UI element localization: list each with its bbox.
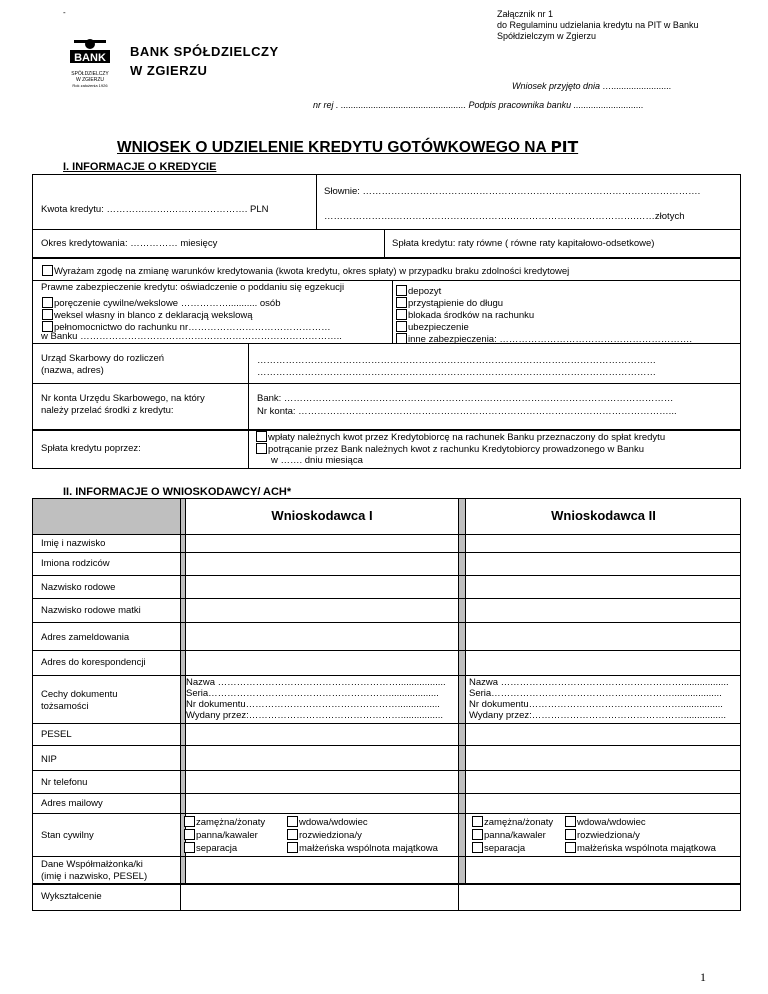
row-full-name: Imię i nazwisko xyxy=(41,538,106,549)
row-education: Wykształcenie xyxy=(41,891,102,902)
section2-heading: II. INFORMACJE O WNIOSKODAWCY/ ACH* xyxy=(63,486,292,498)
a2-joint-property-label: małżeńska wspólnota majątkowa xyxy=(577,843,716,854)
row-email: Adres mailowy xyxy=(41,798,103,809)
doc2-series-field[interactable]: Seria…………………………………………………................... xyxy=(469,688,722,699)
amount-words-field[interactable]: Słownie: …………………………….………………………………………………………………. xyxy=(324,186,701,197)
corner-mark: - xyxy=(63,8,66,17)
doc1-name-field[interactable]: Nazwa ………………………………………………….................. xyxy=(186,677,446,688)
applicant1-header: Wnioskodawca I xyxy=(271,508,373,523)
debt-assumption-label: przystąpienie do długu xyxy=(408,298,504,309)
deposit-checkbox[interactable] xyxy=(396,285,407,296)
tax-office-label2: (nazwa, adres) xyxy=(41,365,104,376)
amount-words-zlotych[interactable]: ………………….……………………………….………………………………….……złotych xyxy=(324,211,685,222)
period-field[interactable]: Okres kredytowania: …………… miesięcy xyxy=(41,238,218,249)
row-mother-family-name: Nazwisko rodowe matki xyxy=(41,605,141,616)
consent-label: Wyrażam zgodę na zmianę warunków kredytowania (kwota kredytu, okres spłaty) w przypadku braku zdolności kredytowej xyxy=(54,266,570,277)
tax-office-field2[interactable]: ……………………………………………………………………………………………………………… xyxy=(257,367,656,378)
attachment-note xyxy=(497,9,698,42)
a2-divorced-label: rozwiedziona/y xyxy=(577,830,640,841)
a2-married-checkbox[interactable] xyxy=(472,816,483,827)
doc2-number-field[interactable]: Nr dokumentu…………………………………………................ xyxy=(469,699,723,710)
a1-separation-label: separacja xyxy=(196,843,238,854)
consent-checkbox[interactable] xyxy=(42,265,53,276)
doc1-number-field[interactable]: Nr dokumentu…………………………………………................ xyxy=(186,699,440,710)
a1-divorced-label: rozwiedziona/y xyxy=(299,830,362,841)
amount-field[interactable]: Kwota kredytu: ………….…….……………………. PLN xyxy=(41,204,269,215)
funds-block-label: blokada środków na rachunku xyxy=(408,310,535,321)
power-of-attorney-label: pełnomocnictwo do rachunku nr……………………………………… xyxy=(54,322,331,333)
a1-married-label: zamężna/żonaty xyxy=(196,817,266,828)
bank-logo xyxy=(68,36,112,90)
doc2-name-field[interactable]: Nazwa ………………………………………………….................. xyxy=(469,677,729,688)
row-pesel: PESEL xyxy=(41,729,72,740)
bank-name-line1: BANK SPÓŁDZIELCZY xyxy=(130,44,279,59)
other-security-label: inne zabezpieczenia: ……………………………………………………. xyxy=(408,334,693,345)
repayment-day-field[interactable]: w ……. dniu miesiąca xyxy=(271,455,363,466)
row-correspondence-address: Adres do korespondencji xyxy=(41,657,146,668)
repayment-deduction-checkbox[interactable] xyxy=(256,443,267,454)
doc1-series-field[interactable]: Seria…………………………………………………................... xyxy=(186,688,439,699)
logo-sub3: Rok założenia 1926 xyxy=(72,83,108,88)
insurance-label: ubezpieczenie xyxy=(408,322,469,333)
a1-single-label: panna/kawaler xyxy=(196,830,258,841)
funds-block-checkbox[interactable] xyxy=(396,309,407,320)
row-spouse-label2: (imię i nazwisko, PESEL) xyxy=(41,871,148,882)
account-label2: należy przelać środki z kredytu: xyxy=(41,405,174,416)
row-phone: Nr telefonu xyxy=(41,777,88,788)
logo-sub1: SPÓŁDZIELCZY xyxy=(71,71,109,77)
a1-divorced-checkbox[interactable] xyxy=(287,829,298,840)
row-id-document-label1: Cechy dokumentu xyxy=(41,689,118,700)
row-marital-status: Stan cywilny xyxy=(41,830,94,841)
title-pit: PIT xyxy=(550,138,579,156)
row-parents-names: Imiona rodziców xyxy=(41,558,110,569)
account-number-field[interactable]: Nr konta: ………………………………………………………………………………………………………... xyxy=(257,406,677,417)
a1-widowed-label: wdowa/wdowiec xyxy=(299,817,368,828)
account-label1: Nr konta Urzędu Skarbowego, na który xyxy=(41,393,205,404)
tax-office-field1[interactable]: ……………………………………………………………………………………………………………… xyxy=(257,355,656,366)
attachment-line3: Spółdzielczym w Zgierzu xyxy=(497,31,597,41)
received-date: Wniosek przyjęto dnia …........................ xyxy=(512,81,672,91)
applicant1-id-document[interactable] xyxy=(186,677,446,721)
a1-widowed-checkbox[interactable] xyxy=(287,816,298,827)
applicant2-header: Wnioskodawca II xyxy=(551,508,656,523)
a2-separation-checkbox[interactable] xyxy=(472,842,483,853)
a2-divorced-checkbox[interactable] xyxy=(565,829,576,840)
repayment-transfer-label: wpłaty należnych kwot przez Kredytobiorcę na rachunek Banku przeznaczony do spłat kredytu xyxy=(268,432,666,443)
row-family-name: Nazwisko rodowe xyxy=(41,582,116,593)
tax-office-label1: Urząd Skarbowy do rozliczeń xyxy=(41,353,165,364)
a2-separation-label: separacja xyxy=(484,843,526,854)
deposit-label: depozyt xyxy=(408,286,442,297)
guarantee-label: poręczenie cywilne/wekslowe ……………........... osób xyxy=(54,298,281,309)
bank-name-line2: W ZGIERZU xyxy=(130,63,208,78)
repayment-deduction-label: potrącanie przez Bank należnych kwot z rachunku Kredytobiorcy prowadzonego w Banku xyxy=(268,444,644,455)
education-row xyxy=(32,884,741,911)
logo-sub2: W ZGIERZU xyxy=(75,77,105,83)
repayment-method-label: Spłata kredytu poprzez: xyxy=(41,443,141,454)
attachment-line2: do Regulaminu udzielania kredytu na PIT w Banku xyxy=(497,20,699,30)
title-main: WNIOSEK O UDZIELENIE KREDYTU GOTÓWKOWEGO NA xyxy=(117,139,551,156)
a2-married-label: zamężna/żonaty xyxy=(484,817,554,828)
row-spouse-label1: Dane Współmałżonka/ki xyxy=(41,859,143,870)
guarantee-checkbox[interactable] xyxy=(42,297,53,308)
applicant2-id-document[interactable] xyxy=(469,677,729,721)
a2-widowed-label: wdowa/wdowiec xyxy=(577,817,646,828)
debt-assumption-checkbox[interactable] xyxy=(396,297,407,308)
row-registered-address: Adres zameldowania xyxy=(41,632,130,643)
bank-field[interactable]: Bank: …………………………………………………………………………………………………………… xyxy=(257,393,674,404)
registration-signature: nr rej . .................................................. Podpis pracownika banku ............................ xyxy=(313,100,644,110)
doc1-issuer-field[interactable]: Wydany przez:…………………………………………................ xyxy=(186,710,443,721)
a2-widowed-checkbox[interactable] xyxy=(565,816,576,827)
a1-married-checkbox[interactable] xyxy=(184,816,195,827)
promissory-note-label: weksel własny in blanco z deklaracją wekslową xyxy=(54,310,253,321)
other-security-checkbox[interactable] xyxy=(396,333,407,344)
doc2-issuer-field[interactable]: Wydany przez:…………………………………………................ xyxy=(469,710,726,721)
a2-single-checkbox[interactable] xyxy=(472,829,483,840)
security-title: Prawne zabezpieczenie kredytu: oświadczenie o poddaniu się egzekucji xyxy=(41,282,345,293)
a2-single-label: panna/kawaler xyxy=(484,830,546,841)
in-bank-field[interactable]: w Banku ……………………………………………………………………….. xyxy=(41,331,342,342)
a1-joint-property-checkbox[interactable] xyxy=(287,842,298,853)
a1-single-checkbox[interactable] xyxy=(184,829,195,840)
row-id-document-label2: tożsamości xyxy=(41,701,89,712)
a2-joint-property-checkbox[interactable] xyxy=(565,842,576,853)
insurance-checkbox[interactable] xyxy=(396,321,407,332)
page-title xyxy=(117,138,578,157)
svg-text:BANK: BANK xyxy=(74,52,106,64)
repayment-type: Spłata kredytu: raty równe ( równe raty kapitałowo-odsetkowe) xyxy=(392,238,655,249)
attachment-line1: Załącznik nr 1 xyxy=(497,9,554,19)
section1-heading: I. INFORMACJE O KREDYCIE xyxy=(63,161,217,173)
a1-separation-checkbox[interactable] xyxy=(184,842,195,853)
page-number: 1 xyxy=(700,970,706,984)
repayment-transfer-checkbox[interactable] xyxy=(256,431,267,442)
promissory-note-checkbox[interactable] xyxy=(42,309,53,320)
a1-joint-property-label: małżeńska wspólnota majątkowa xyxy=(299,843,438,854)
row-nip: NIP xyxy=(41,754,57,765)
